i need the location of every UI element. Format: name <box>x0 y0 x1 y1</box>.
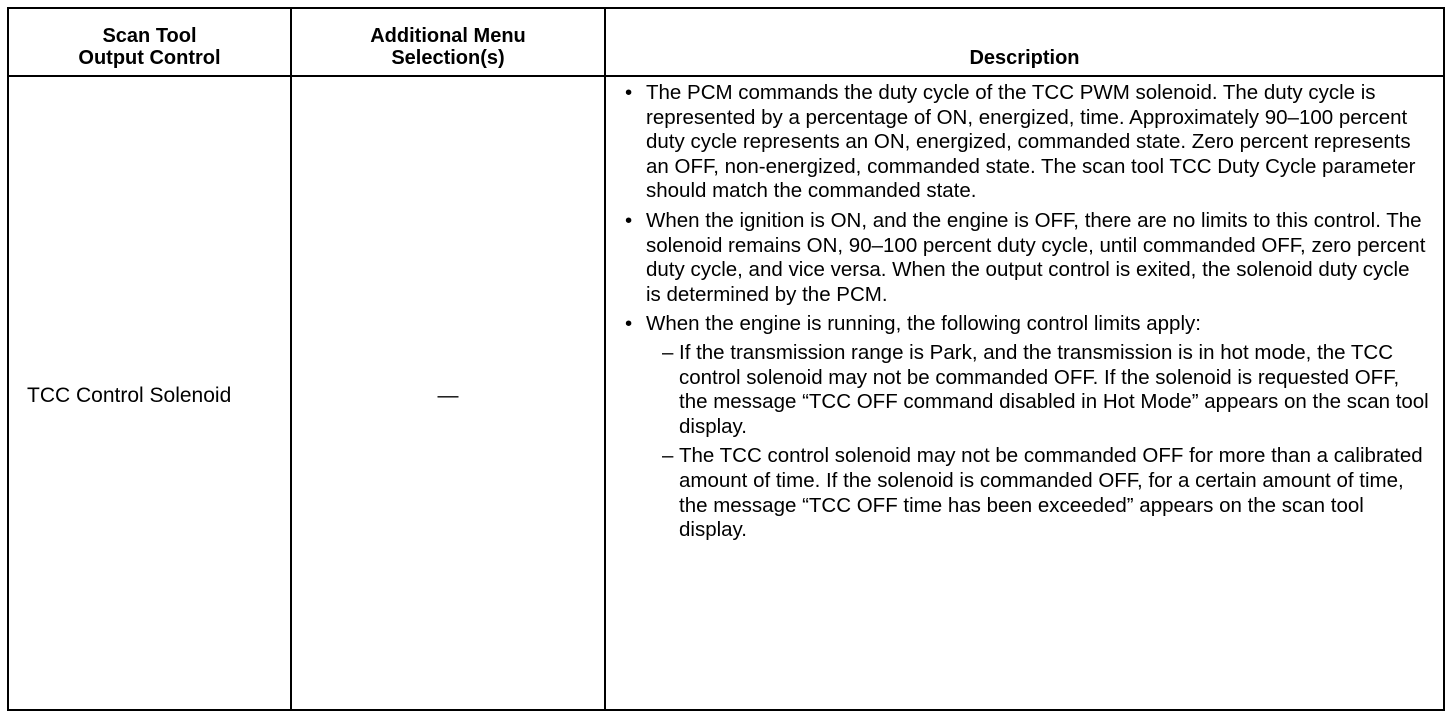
control-limits-list <box>646 341 1429 543</box>
cell-description <box>605 76 1444 710</box>
header-col1-line2: Output Control <box>78 47 221 69</box>
header-col3-line1: Description <box>969 47 1080 69</box>
description-bullet <box>625 208 1429 307</box>
bullet-text: When the engine is running, the following control limits apply: <box>646 312 1201 336</box>
description-bullet <box>625 312 1429 542</box>
dash-icon: – <box>662 444 674 468</box>
header-additional-menu-selections <box>291 8 605 76</box>
control-limit-text: If the transmission range is Park, and the transmission is in hot mode, the TCC control solenoid may not be commanded OFF. If the solenoid is requested OFF, the message “TCC OFF command disabled in Hot Mode” appears on the scan tool display. <box>679 340 1429 438</box>
dash-icon: – <box>662 340 674 364</box>
menu-selection-value: — <box>437 384 459 407</box>
output-control-table <box>7 7 1445 711</box>
cell-output-control <box>8 76 291 710</box>
header-col2-line1: Additional Menu <box>370 25 526 47</box>
header-row <box>8 8 1444 76</box>
bullet-text: The PCM commands the duty cycle of the TCC PWM solenoid. The duty cycle is represented by a percentage of ON, energized, time. Approximately 90–100 percent duty cycle represents an ON, energized, commanded state. Zero percent represents an OFF, non-energized, commanded state. The scan tool TCC Duty Cycle parameter should match the commanded state. <box>646 81 1416 203</box>
description-bullet <box>625 81 1429 204</box>
header-scan-tool-output-control <box>8 8 291 76</box>
bullet-icon: • <box>625 312 633 336</box>
control-limit-item <box>662 340 1429 439</box>
header-col2-line2: Selection(s) <box>391 47 505 69</box>
bullet-icon: • <box>625 208 633 232</box>
description-bullet-list <box>606 81 1443 543</box>
bullet-text: When the ignition is ON, and the engine is OFF, there are no limits to this control. The solenoid remains ON, 90–100 percent duty cycle, until commanded OFF, zero percent duty cycle, and vice versa. When the output control is exited, the solenoid duty cycle is determined by the PCM. <box>646 208 1426 306</box>
control-limit-item <box>662 444 1429 542</box>
header-description <box>605 8 1444 76</box>
control-limit-text: The TCC control solenoid may not be commanded OFF for more than a calibrated amount of time. If the solenoid is commanded OFF, for a certain amount of time, the message “TCC OFF time has been exceeded” appears on the scan tool display. <box>679 444 1423 542</box>
output-control-name: TCC Control Solenoid <box>27 384 232 407</box>
bullet-icon: • <box>625 81 633 104</box>
table-row <box>8 76 1444 710</box>
cell-menu-selection <box>291 76 605 710</box>
header-col1-line1: Scan Tool <box>102 25 197 47</box>
